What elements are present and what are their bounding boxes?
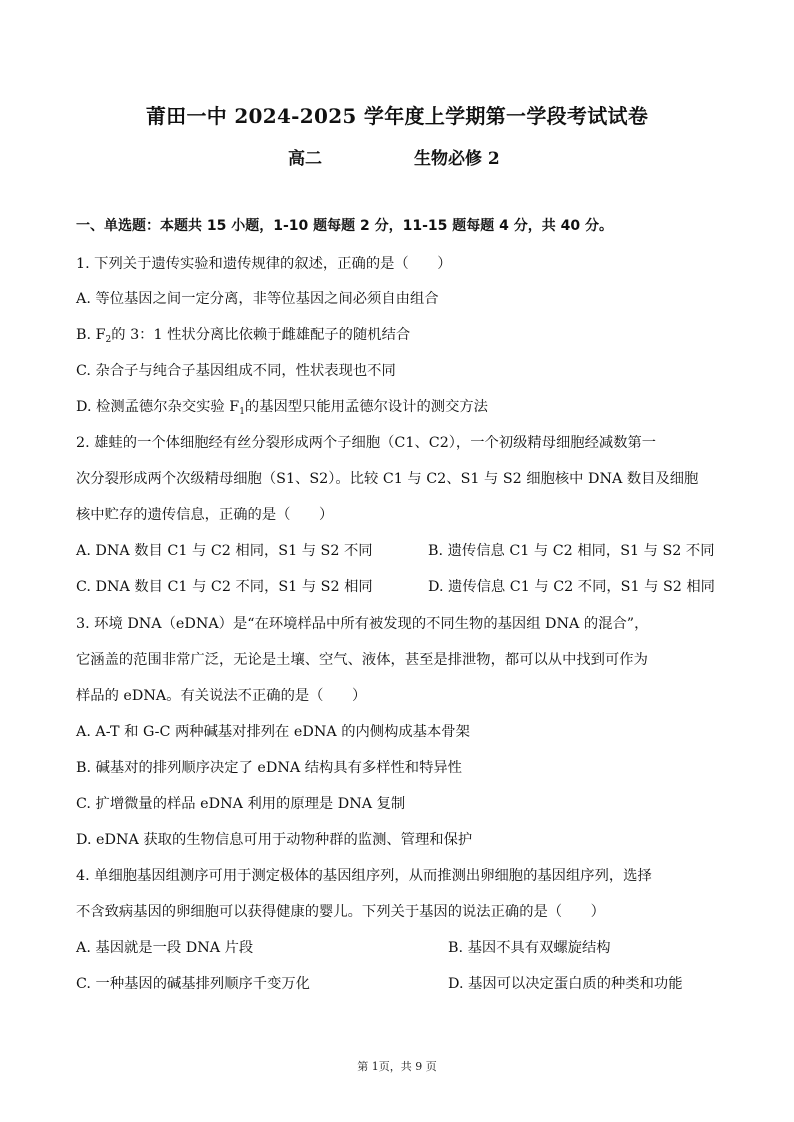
exam-subtitle (0, 144, 794, 168)
section-heading: 一、单选题：本题共 15 小题，1-10 题每题 2 分，11-15 题每题 4 分，共 40 分。 (76, 218, 613, 234)
q1-d-rest: 的基因型只能用孟德尔设计的测交方法 (244, 399, 488, 415)
q1-b-prefix: B. F (76, 327, 106, 343)
question-4-option-a: A. 基因就是一段 DNA 片段 (76, 940, 254, 956)
question-2-line-3: 核中贮存的遗传信息，正确的是（ ） (76, 507, 334, 523)
question-3-option-d: D. eDNA 获取的生物信息可用于动物种群的监测、管理和保护 (76, 832, 473, 848)
question-3-line-1: 3. 环境 DNA（eDNA）是“在环境样品中所有被发现的不同生物的基因组 DNA 的混合”， (76, 616, 649, 632)
page-footer: 第 1页，共 9 页 (357, 1060, 437, 1073)
question-4-option-b: B. 基因不具有双螺旋结构 (448, 940, 611, 956)
question-1-option-d (76, 397, 718, 417)
question-1-option-b (76, 325, 718, 345)
question-1-option-c: C. 杂合子与纯合子基因组成不同，性状表现也不同 (76, 363, 396, 379)
question-2-line-2: 次分裂形成两个次级精母细胞（S1、S2）。比较 C1 与 C2、S1 与 S2 细胞核中 DNA 数目及细胞 (76, 471, 699, 487)
question-1-option-a: A. 等位基因之间一定分离，非等位基因之间必须自由组合 (76, 291, 439, 307)
question-4-line-1: 4. 单细胞基因组测序可用于测定极体的基因组序列，从而推测出卵细胞的基因组序列，选择 (76, 868, 652, 884)
q1-b-subscript: 2 (105, 335, 112, 345)
question-3-option-b: B. 碱基对的排列顺序决定了 eDNA 结构具有多样性和特异性 (76, 760, 462, 776)
q1-d-subscript: 1 (239, 407, 245, 417)
question-2-option-d: D. 遗传信息 C1 与 C2 不同，S1 与 S2 相同 (428, 579, 715, 595)
exam-title: 莆田一中 2024-2025 学年度上学期第一学段考试试卷 (145, 104, 649, 128)
question-2-line-1: 2. 雄蛙的一个体细胞经有丝分裂形成两个子细胞（C1、C2），一个初级精母细胞经减数第一 (76, 435, 657, 451)
question-4-line-2: 不含致病基因的卵细胞可以获得健康的婴儿。下列关于基因的说法正确的是（ ） (76, 904, 605, 920)
question-2-option-a: A. DNA 数目 C1 与 C2 相同，S1 与 S2 不同 (76, 543, 373, 559)
q1-d-prefix: D. 检测孟德尔杂交实验 F (76, 399, 240, 415)
question-3-line-2: 它涵盖的范围非常广泛，无论是土壤、空气、液体，甚至是排泄物，都可以从中找到可作为 (76, 652, 648, 668)
question-2-option-c: C. DNA 数目 C1 与 C2 不同，S1 与 S2 相同 (76, 579, 373, 595)
question-4-option-d: D. 基因可以决定蛋白质的种类和功能 (448, 976, 683, 992)
question-3-option-c: C. 扩增微量的样品 eDNA 利用的原理是 DNA 复制 (76, 796, 406, 812)
question-3-line-3: 样品的 eDNA。有关说法不正确的是（ ） (76, 688, 367, 704)
question-3-option-a: A. A-T 和 G-C 两种碱基对排列在 eDNA 的内侧构成基本骨架 (76, 724, 470, 740)
q1-b-rest: 的 3：1 性状分离比依赖于雌雄配子的随机结合 (111, 327, 411, 343)
subject-label: 生物必修 2 (414, 149, 500, 169)
question-2-option-b: B. 遗传信息 C1 与 C2 相同，S1 与 S2 不同 (428, 543, 715, 559)
question-1-stem: 1. 下列关于遗传实验和遗传规律的叙述，正确的是（ ） (76, 256, 452, 272)
grade-label: 高二 (288, 149, 322, 169)
question-4-option-c: C. 一种基因的碱基排列顺序千变万化 (76, 976, 310, 992)
